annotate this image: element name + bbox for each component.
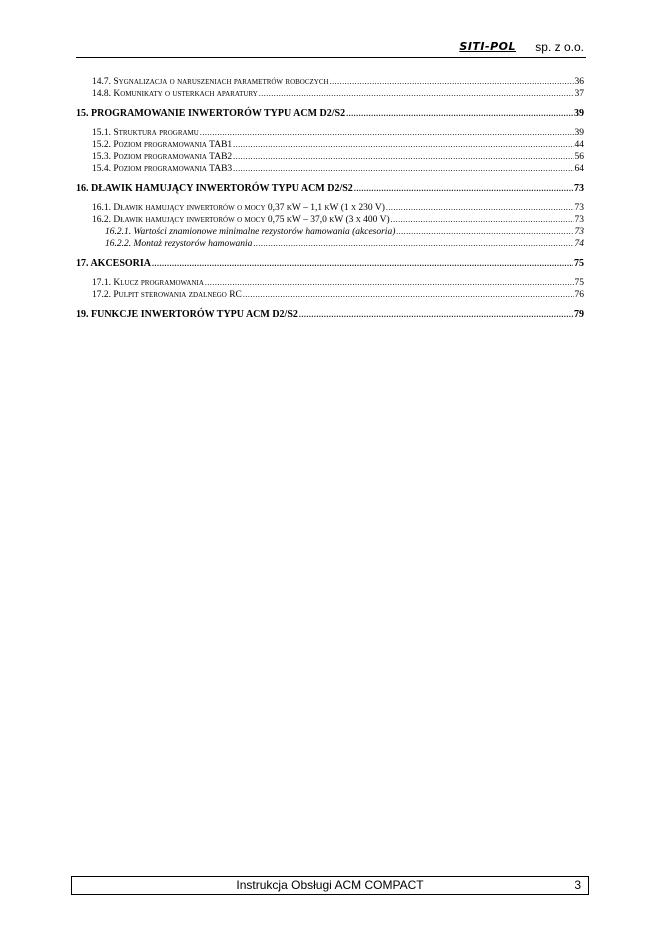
toc-entry[interactable] xyxy=(76,76,584,88)
page-header xyxy=(76,39,586,58)
page-footer xyxy=(71,876,589,895)
toc-subentry[interactable] xyxy=(76,226,584,238)
company-suffix: sp. z o.o. xyxy=(535,40,584,54)
toc-entry-label: 14.7. Sygnalizacja o naruszeniach parametrów roboczych xyxy=(92,77,329,87)
toc-chapter[interactable] xyxy=(76,107,584,120)
toc-chapter-label: 17. AKCESORIA xyxy=(76,258,152,269)
toc-leader xyxy=(391,214,574,226)
toc-entry-label: 15.1. Struktura programu xyxy=(92,128,199,138)
toc-leader xyxy=(233,151,573,163)
toc-chapter[interactable] xyxy=(76,257,584,270)
toc-leader xyxy=(253,238,573,250)
toc-entry[interactable] xyxy=(76,289,584,301)
page-number: 3 xyxy=(574,878,581,892)
toc-chapter-label: 19. FUNKCJE INWERTORÓW TYPU ACM D2/S2 xyxy=(76,309,298,320)
toc-leader xyxy=(152,257,573,270)
toc-entry-page: 64 xyxy=(574,164,584,174)
toc-leader xyxy=(299,308,573,321)
toc-subentry-label: 16.2.1. Wartości znamionowe minimalne rezystorów hamowania (akcesoria) xyxy=(105,227,396,237)
toc-leader xyxy=(396,226,573,238)
table-of-contents xyxy=(76,76,584,321)
footer-title: Instrukcja Obsługi ACM COMPACT xyxy=(236,878,424,892)
toc-subentry-label: 16.2.2. Montaż rezystorów hamowania xyxy=(105,239,253,249)
toc-leader xyxy=(330,76,574,88)
toc-entry[interactable] xyxy=(76,214,584,226)
toc-entry-page: 39 xyxy=(574,128,584,138)
toc-chapter[interactable] xyxy=(76,182,584,195)
toc-leader xyxy=(346,107,573,120)
toc-entry-label: 14.8. Komunikaty o usterkach aparatury xyxy=(92,89,258,99)
toc-entry-page: 75 xyxy=(574,278,584,288)
toc-chapter-page: 39 xyxy=(574,108,584,119)
toc-chapter-page: 73 xyxy=(574,183,584,194)
toc-entry-page: 73 xyxy=(574,215,584,225)
toc-entry[interactable] xyxy=(76,151,584,163)
toc-entry-label: 15.4. Poziom programowania TAB3 xyxy=(92,164,233,174)
toc-leader xyxy=(205,277,574,289)
toc-entry-label: 17.2. Pulpit sterowania zdalnego RC xyxy=(92,290,242,300)
company-logo: SITI-POL xyxy=(459,40,516,53)
toc-leader xyxy=(233,163,573,175)
toc-leader xyxy=(259,88,574,100)
toc-entry-page: 76 xyxy=(574,290,584,300)
toc-entry-page: 73 xyxy=(574,203,584,213)
toc-chapter[interactable] xyxy=(76,308,584,321)
toc-subentry[interactable] xyxy=(76,238,584,250)
toc-entry-label: 15.2. Poziom programowania TAB1 xyxy=(92,140,233,150)
toc-subentry-page: 74 xyxy=(574,239,584,249)
toc-entry-label: 17.1. Klucz programowania xyxy=(92,278,204,288)
toc-entry-page: 44 xyxy=(574,140,584,150)
toc-entry-page: 56 xyxy=(574,152,584,162)
toc-leader xyxy=(354,182,573,195)
toc-entry-label: 16.1. Dławik hamujący inwertorów o mocy 0,37 kW – 1,1 kW (1 x 230 V) xyxy=(92,203,385,213)
toc-entry-label: 15.3. Poziom programowania TAB2 xyxy=(92,152,233,162)
toc-chapter-page: 79 xyxy=(574,309,584,320)
toc-chapter-page: 75 xyxy=(574,258,584,269)
toc-entry-label: 16.2. Dławik hamujący inwertorów o mocy 0,75 kW – 37,0 kW (3 x 400 V) xyxy=(92,215,390,225)
toc-subentry-page: 73 xyxy=(574,227,584,237)
toc-entry-page: 37 xyxy=(574,89,584,99)
toc-leader xyxy=(243,289,574,301)
toc-leader xyxy=(233,139,573,151)
toc-chapter-label: 15. PROGRAMOWANIE INWERTORÓW TYPU ACM D2/S2 xyxy=(76,108,346,119)
toc-entry[interactable] xyxy=(76,127,584,139)
toc-entry[interactable] xyxy=(76,277,584,289)
toc-leader xyxy=(386,202,574,214)
toc-chapter-label: 16. DŁAWIK HAMUJĄCY INWERTORÓW TYPU ACM D2/S2 xyxy=(76,183,353,194)
toc-leader xyxy=(200,127,574,139)
toc-entry-page: 36 xyxy=(574,77,584,87)
toc-entry[interactable] xyxy=(76,88,584,100)
toc-entry[interactable] xyxy=(76,139,584,151)
toc-entry[interactable] xyxy=(76,202,584,214)
toc-entry[interactable] xyxy=(76,163,584,175)
